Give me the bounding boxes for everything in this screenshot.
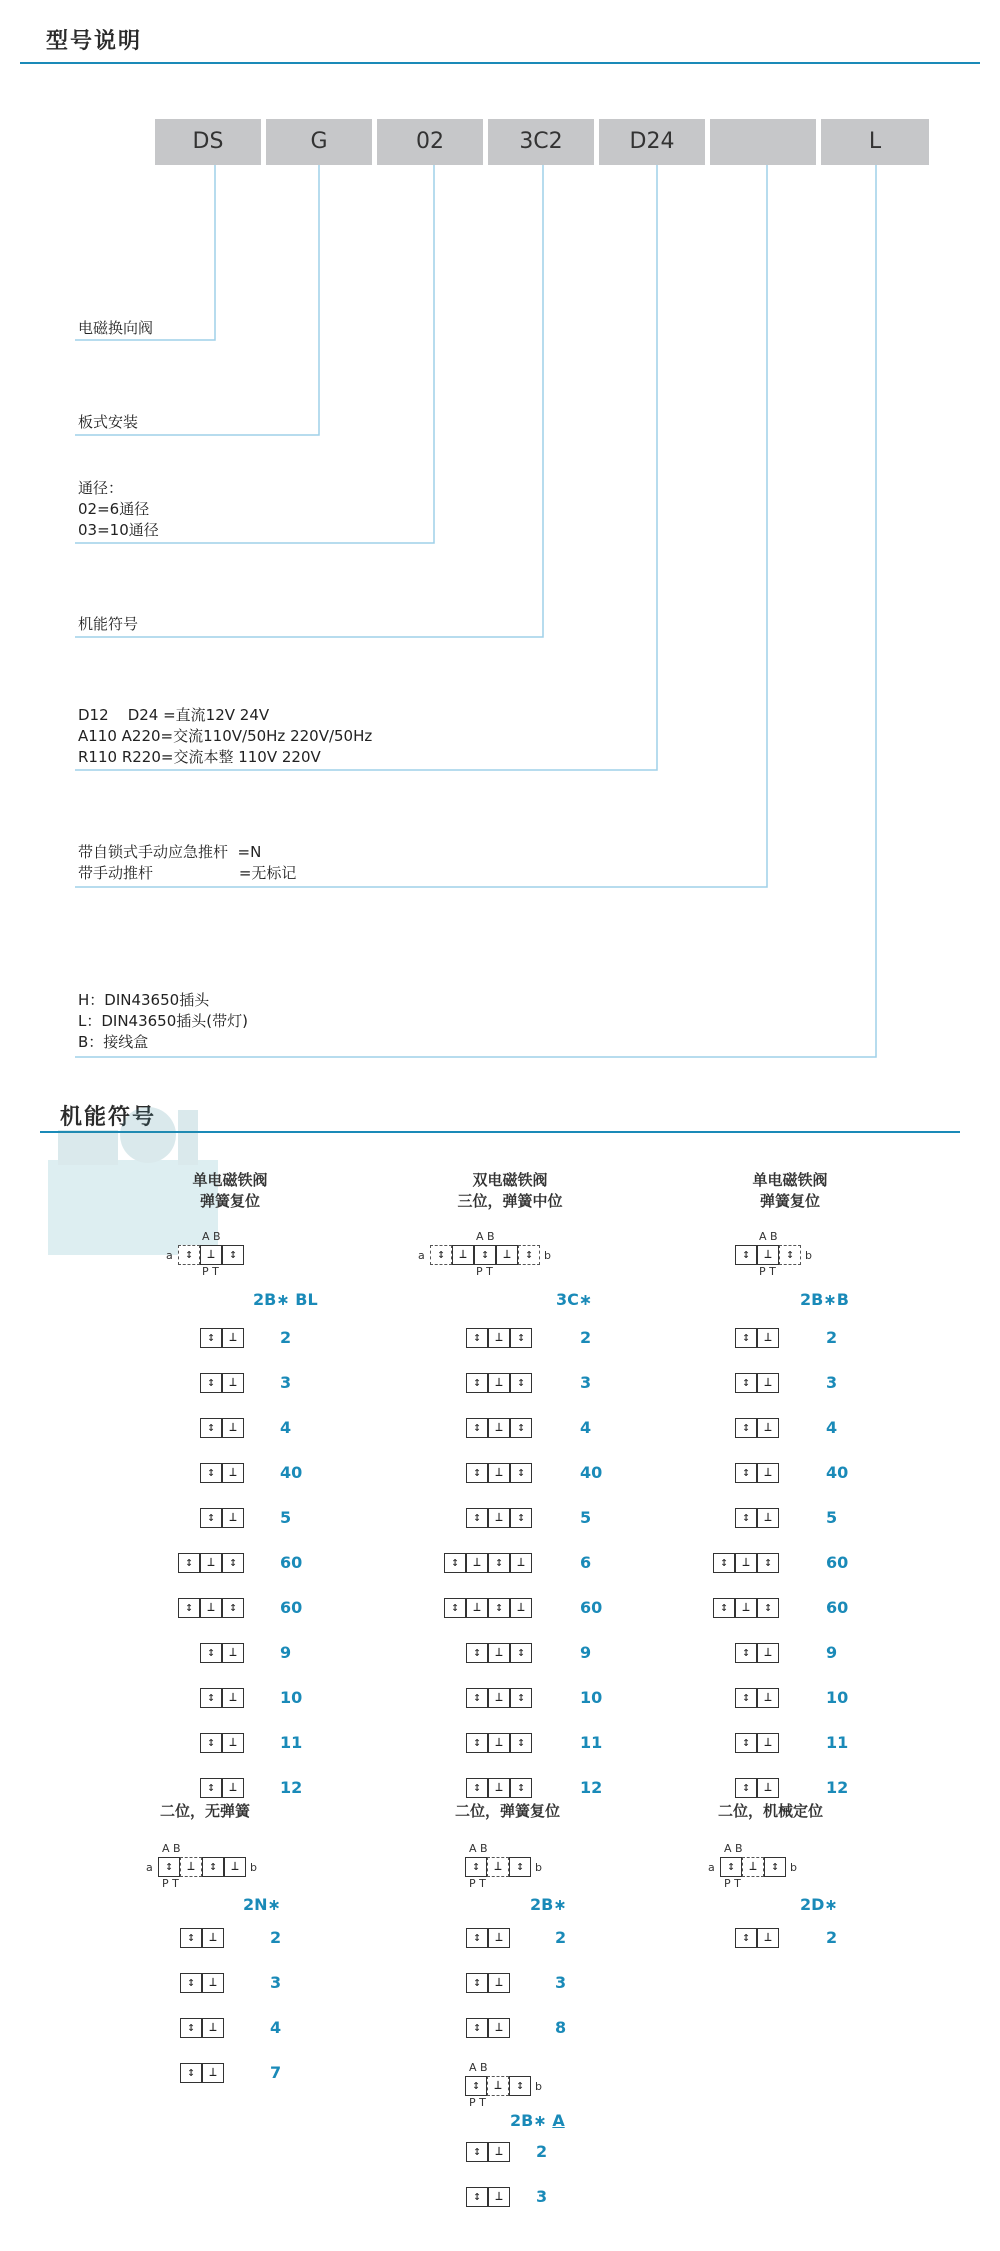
flow-arrow-icon: ⊥ xyxy=(494,2078,502,2093)
function-code-label: 3 xyxy=(555,1973,567,1992)
flow-arrow-icon: ↕ xyxy=(517,1735,525,1750)
flow-arrow-icon: ↕ xyxy=(207,1330,215,1345)
flow-arrow-icon: ⊥ xyxy=(495,1645,503,1660)
flow-arrow-icon: ↕ xyxy=(207,1420,215,1435)
flow-arrow-icon: ↕ xyxy=(209,1859,217,1874)
function-code-label: 9 xyxy=(280,1643,292,1662)
flow-arrow-icon: ⊥ xyxy=(764,1645,772,1660)
lower-group2-variant: 2B∗ xyxy=(530,1895,567,1914)
function-code-label: 10 xyxy=(280,1688,303,1707)
flow-arrow-icon: ↕ xyxy=(742,1330,750,1345)
desc-connector: H：DIN43650插头 L：DIN43650插头(带灯) B：接线盒 xyxy=(78,991,248,1051)
flow-arrow-icon: ↕ xyxy=(473,1930,481,1945)
solenoid-mark-a: a xyxy=(166,1249,173,1262)
port-label-top: A B xyxy=(202,1230,221,1243)
function-code-label: 40 xyxy=(826,1463,849,1482)
function-code-label: 3 xyxy=(280,1373,292,1392)
flow-arrow-icon: ⊥ xyxy=(229,1510,237,1525)
function-code-label: 5 xyxy=(580,1508,592,1527)
function-code-label: 2 xyxy=(826,1928,838,1947)
function-code-label: 60 xyxy=(826,1598,849,1617)
port-label-bottom: P T xyxy=(476,1265,493,1278)
function-section-title: 机能符号 xyxy=(60,1105,157,1130)
flow-arrow-icon: ⊥ xyxy=(495,1420,503,1435)
flow-arrow-icon: ⊥ xyxy=(764,1510,772,1525)
function-code-label: 4 xyxy=(270,2018,282,2037)
function-code-label: 60 xyxy=(280,1553,303,1572)
function-code-label: 5 xyxy=(826,1508,838,1527)
function-code-label: 7 xyxy=(270,2063,282,2082)
flow-arrow-icon: ⊥ xyxy=(495,2144,503,2159)
function-code-label: 2 xyxy=(536,2142,548,2161)
code-box-function: 3C2 xyxy=(488,119,594,165)
flow-arrow-icon: ⊥ xyxy=(207,1600,215,1615)
function-code-label: 4 xyxy=(580,1418,592,1437)
function-code-label: 40 xyxy=(580,1463,603,1482)
flow-arrow-icon: ⊥ xyxy=(764,1690,772,1705)
function-code-label: 60 xyxy=(826,1553,849,1572)
flow-arrow-icon: ↕ xyxy=(517,1645,525,1660)
flow-arrow-icon: ↕ xyxy=(187,1930,195,1945)
code-box-connector: L xyxy=(821,119,929,165)
flow-arrow-icon: ↕ xyxy=(207,1690,215,1705)
flow-arrow-icon: ↕ xyxy=(451,1600,459,1615)
flow-arrow-icon: ↕ xyxy=(742,1645,750,1660)
flow-arrow-icon: ⊥ xyxy=(495,2020,503,2035)
flow-arrow-icon: ⊥ xyxy=(229,1645,237,1660)
flow-arrow-icon: ⊥ xyxy=(187,1859,195,1874)
col3-variant: 2B∗B xyxy=(800,1290,849,1309)
col2-heading: 双电磁铁阀 三位，弹簧中位 xyxy=(457,1171,563,1210)
solenoid-mark-a: a xyxy=(146,1861,153,1874)
flow-arrow-icon: ↕ xyxy=(742,1735,750,1750)
function-code-label: 6 xyxy=(580,1553,592,1572)
flow-arrow-icon: ⊥ xyxy=(495,1510,503,1525)
flow-arrow-icon: ↕ xyxy=(187,1975,195,1990)
function-code-label: 12 xyxy=(580,1778,603,1797)
flow-arrow-icon: ↕ xyxy=(229,1600,237,1615)
flow-arrow-icon: ⊥ xyxy=(764,1735,772,1750)
flow-arrow-icon: ↕ xyxy=(517,1375,525,1390)
flow-arrow-icon: ⊥ xyxy=(764,1930,772,1945)
function-code-label: 9 xyxy=(826,1643,838,1662)
flow-arrow-icon: ↕ xyxy=(207,1735,215,1750)
flow-arrow-icon: ⊥ xyxy=(742,1555,750,1570)
function-code-label: 60 xyxy=(580,1598,603,1617)
function-code-label: 12 xyxy=(280,1778,303,1797)
flow-arrow-icon: ↕ xyxy=(764,1555,772,1570)
flow-arrow-icon: ⊥ xyxy=(495,1735,503,1750)
flow-arrow-icon: ↕ xyxy=(437,1247,445,1262)
desc-function-symbol: 机能符号 xyxy=(78,615,139,633)
flow-arrow-icon: ↕ xyxy=(187,2065,195,2080)
flow-arrow-icon: ⊥ xyxy=(229,1690,237,1705)
function-code-label: 3 xyxy=(536,2187,548,2206)
flow-arrow-icon: ↕ xyxy=(472,1859,480,1874)
flow-arrow-icon: ↕ xyxy=(229,1247,237,1262)
port-label-top: A B xyxy=(469,1842,488,1855)
flow-arrow-icon: ⊥ xyxy=(229,1465,237,1480)
flow-arrow-icon: ⊥ xyxy=(764,1420,772,1435)
flow-arrow-icon: ↕ xyxy=(473,1375,481,1390)
flow-arrow-icon: ⊥ xyxy=(229,1420,237,1435)
flow-arrow-icon: ↕ xyxy=(187,2020,195,2035)
col3-heading: 单电磁铁阀 弹簧复位 xyxy=(752,1171,828,1210)
code-box-size: 02 xyxy=(377,119,483,165)
code-box-voltage: D24 xyxy=(599,119,705,165)
function-code-label: 3 xyxy=(826,1373,838,1392)
lower-group3-variant: 2D∗ xyxy=(800,1895,838,1914)
flow-arrow-icon: ↕ xyxy=(517,1780,525,1795)
flow-arrow-icon: ↕ xyxy=(742,1247,750,1262)
col2-variant: 3C∗ xyxy=(556,1290,593,1309)
solenoid-mark-a: a xyxy=(708,1861,715,1874)
flow-arrow-icon: ↕ xyxy=(473,1690,481,1705)
flow-arrow-icon: ⊥ xyxy=(742,1600,750,1615)
function-code-label: 2 xyxy=(826,1328,838,1347)
flow-arrow-icon: ⊥ xyxy=(229,1330,237,1345)
flow-arrow-icon: ↕ xyxy=(207,1780,215,1795)
desc-plate-mount: 板式安装 xyxy=(78,413,139,431)
solenoid-mark-b: b xyxy=(790,1861,797,1874)
flow-arrow-icon: ↕ xyxy=(786,1247,794,1262)
flow-arrow-icon: ⊥ xyxy=(764,1247,772,1262)
flow-arrow-icon: ↕ xyxy=(517,1330,525,1345)
flow-arrow-icon: ↕ xyxy=(229,1555,237,1570)
port-label-bottom: P T xyxy=(469,2096,486,2109)
flow-arrow-icon: ⊥ xyxy=(209,1975,217,1990)
solenoid-mark-b: b xyxy=(805,1249,812,1262)
flow-arrow-icon: ↕ xyxy=(472,2078,480,2093)
flow-arrow-icon: ⊥ xyxy=(209,2065,217,2080)
function-code-label: 3 xyxy=(270,1973,282,1992)
flow-arrow-icon: ↕ xyxy=(727,1859,735,1874)
desc-voltage: D12 D24 =直流12V 24V A110 A220=交流110V/50Hz 220V/50Hz R110 R220=交流本整 110V 220V xyxy=(78,706,373,766)
function-code-label: 60 xyxy=(280,1598,303,1617)
flow-arrow-icon: ⊥ xyxy=(229,1780,237,1795)
desc-solenoid-valve: 电磁换向阀 xyxy=(78,319,154,337)
port-label-top: A B xyxy=(724,1842,743,1855)
port-label-bottom: P T xyxy=(759,1265,776,1278)
lower-group1-variant: 2N∗ xyxy=(243,1895,281,1914)
code-box-series: DS xyxy=(155,119,261,165)
function-code-label: 12 xyxy=(826,1778,849,1797)
flow-arrow-icon: ⊥ xyxy=(495,1465,503,1480)
function-code-label: 8 xyxy=(555,2018,567,2037)
flow-arrow-icon: ↕ xyxy=(473,1465,481,1480)
flow-arrow-icon: ↕ xyxy=(473,1330,481,1345)
flow-arrow-icon: ⊥ xyxy=(494,1859,502,1874)
flow-arrow-icon: ↕ xyxy=(742,1510,750,1525)
flow-arrow-icon: ⊥ xyxy=(495,2189,503,2204)
flow-arrow-icon: ⊥ xyxy=(473,1555,481,1570)
flow-arrow-icon: ↕ xyxy=(742,1780,750,1795)
function-code-label: 3 xyxy=(580,1373,592,1392)
flow-arrow-icon: ↕ xyxy=(495,1600,503,1615)
flow-arrow-icon: ↕ xyxy=(481,1247,489,1262)
flow-arrow-icon: ↕ xyxy=(473,2189,481,2204)
flow-arrow-icon: ⊥ xyxy=(495,1975,503,1990)
flow-arrow-icon: ⊥ xyxy=(495,1690,503,1705)
flow-arrow-icon: ↕ xyxy=(742,1690,750,1705)
port-label-bottom: P T xyxy=(469,1877,486,1890)
flow-arrow-icon: ⊥ xyxy=(209,1930,217,1945)
flow-arrow-icon: ↕ xyxy=(473,1420,481,1435)
function-code-label: 10 xyxy=(580,1688,603,1707)
flow-arrow-icon: ⊥ xyxy=(495,1330,503,1345)
port-label-bottom: P T xyxy=(162,1877,179,1890)
flow-arrow-icon: ↕ xyxy=(495,1555,503,1570)
flow-arrow-icon: ↕ xyxy=(473,1645,481,1660)
flow-arrow-icon: ⊥ xyxy=(459,1247,467,1262)
function-code-label: 40 xyxy=(280,1463,303,1482)
function-code-label: 11 xyxy=(280,1733,303,1752)
flow-arrow-icon: ⊥ xyxy=(749,1859,757,1874)
flow-arrow-icon: ↕ xyxy=(451,1555,459,1570)
flow-arrow-icon: ↕ xyxy=(473,2020,481,2035)
function-code-label: 9 xyxy=(580,1643,592,1662)
flow-arrow-icon: ⊥ xyxy=(473,1600,481,1615)
flow-arrow-icon: ⊥ xyxy=(764,1375,772,1390)
flow-arrow-icon: ↕ xyxy=(473,2144,481,2159)
flow-arrow-icon: ↕ xyxy=(185,1247,193,1262)
col1-variant: 2B∗ BL xyxy=(253,1290,318,1309)
port-label-top: A B xyxy=(476,1230,495,1243)
flow-arrow-icon: ↕ xyxy=(764,1600,772,1615)
flow-arrow-icon: ↕ xyxy=(473,1975,481,1990)
flow-arrow-icon: ↕ xyxy=(207,1465,215,1480)
flow-arrow-icon: ↕ xyxy=(517,1690,525,1705)
function-code-label: 2 xyxy=(270,1928,282,1947)
solenoid-mark-b: b xyxy=(250,1861,257,1874)
flow-arrow-icon: ⊥ xyxy=(207,1555,215,1570)
function-code-label: 4 xyxy=(826,1418,838,1437)
flow-arrow-icon: ↕ xyxy=(517,1465,525,1480)
flow-arrow-icon: ⊥ xyxy=(495,1375,503,1390)
solenoid-mark-b: b xyxy=(535,1861,542,1874)
desc-nominal-size: 通径： 02=6通径 03=10通径 xyxy=(78,479,159,539)
flow-arrow-icon: ↕ xyxy=(473,1510,481,1525)
flow-arrow-icon: ↕ xyxy=(742,1420,750,1435)
flow-arrow-icon: ⊥ xyxy=(503,1247,511,1262)
flow-arrow-icon: ↕ xyxy=(185,1600,193,1615)
flow-arrow-icon: ↕ xyxy=(771,1859,779,1874)
flow-arrow-icon: ⊥ xyxy=(764,1330,772,1345)
function-code-label: 10 xyxy=(826,1688,849,1707)
flow-arrow-icon: ⊥ xyxy=(231,1859,239,1874)
flow-arrow-icon: ↕ xyxy=(516,2078,524,2093)
flow-arrow-icon: ⊥ xyxy=(764,1465,772,1480)
flow-arrow-icon: ↕ xyxy=(207,1375,215,1390)
flow-arrow-icon: ⊥ xyxy=(764,1780,772,1795)
solenoid-mark-a: a xyxy=(418,1249,425,1262)
flow-arrow-icon: ⊥ xyxy=(229,1735,237,1750)
solenoid-mark-b: b xyxy=(535,2080,542,2093)
lower-group1-heading: 二位，无弹簧 xyxy=(160,1802,251,1820)
flow-arrow-icon: ⊥ xyxy=(209,2020,217,2035)
port-label-top: A B xyxy=(162,1842,181,1855)
function-code-label: 2 xyxy=(555,1928,567,1947)
flow-arrow-icon: ⊥ xyxy=(517,1555,525,1570)
model-section-title: 型号说明 xyxy=(46,29,143,54)
flow-arrow-icon: ⊥ xyxy=(495,1930,503,1945)
code-box-mount: G xyxy=(266,119,372,165)
flow-arrow-icon: ↕ xyxy=(473,1780,481,1795)
port-label-bottom: P T xyxy=(202,1265,219,1278)
function-code-label: 11 xyxy=(826,1733,849,1752)
flow-arrow-icon: ↕ xyxy=(517,1420,525,1435)
port-label-top: A B xyxy=(759,1230,778,1243)
function-code-label: 5 xyxy=(280,1508,292,1527)
flow-arrow-icon: ↕ xyxy=(207,1510,215,1525)
lower-group2-heading: 二位，弹簧复位 xyxy=(455,1802,561,1820)
port-label-top: A B xyxy=(469,2061,488,2074)
flow-arrow-icon: ↕ xyxy=(742,1465,750,1480)
flow-arrow-icon: ↕ xyxy=(517,1510,525,1525)
flow-arrow-icon: ↕ xyxy=(720,1600,728,1615)
function-code-label: 4 xyxy=(280,1418,292,1437)
flow-arrow-icon: ⊥ xyxy=(517,1600,525,1615)
function-code-label: 2 xyxy=(280,1328,292,1347)
lower-group3-heading: 二位，机械定位 xyxy=(718,1802,824,1820)
flow-arrow-icon: ↕ xyxy=(525,1247,533,1262)
lower-group4-variant: 2B∗ A xyxy=(510,2111,565,2130)
flow-arrow-icon: ↕ xyxy=(720,1555,728,1570)
port-label-bottom: P T xyxy=(724,1877,741,1890)
col1-heading: 单电磁铁阀 弹簧复位 xyxy=(192,1171,268,1210)
flow-arrow-icon: ⊥ xyxy=(207,1247,215,1262)
flow-arrow-icon: ↕ xyxy=(742,1930,750,1945)
function-code-label: 2 xyxy=(580,1328,592,1347)
desc-manual-override: 带自锁式手动应急推杆 =N 带手动推杆 =无标记 xyxy=(78,843,297,882)
flow-arrow-icon: ↕ xyxy=(185,1555,193,1570)
function-code-label: 11 xyxy=(580,1733,603,1752)
flow-arrow-icon: ↕ xyxy=(207,1645,215,1660)
flow-arrow-icon: ↕ xyxy=(473,1735,481,1750)
solenoid-mark-b: b xyxy=(544,1249,551,1262)
flow-arrow-icon: ⊥ xyxy=(495,1780,503,1795)
flow-arrow-icon: ⊥ xyxy=(229,1375,237,1390)
flow-arrow-icon: ↕ xyxy=(742,1375,750,1390)
flow-arrow-icon: ↕ xyxy=(516,1859,524,1874)
flow-arrow-icon: ↕ xyxy=(165,1859,173,1874)
